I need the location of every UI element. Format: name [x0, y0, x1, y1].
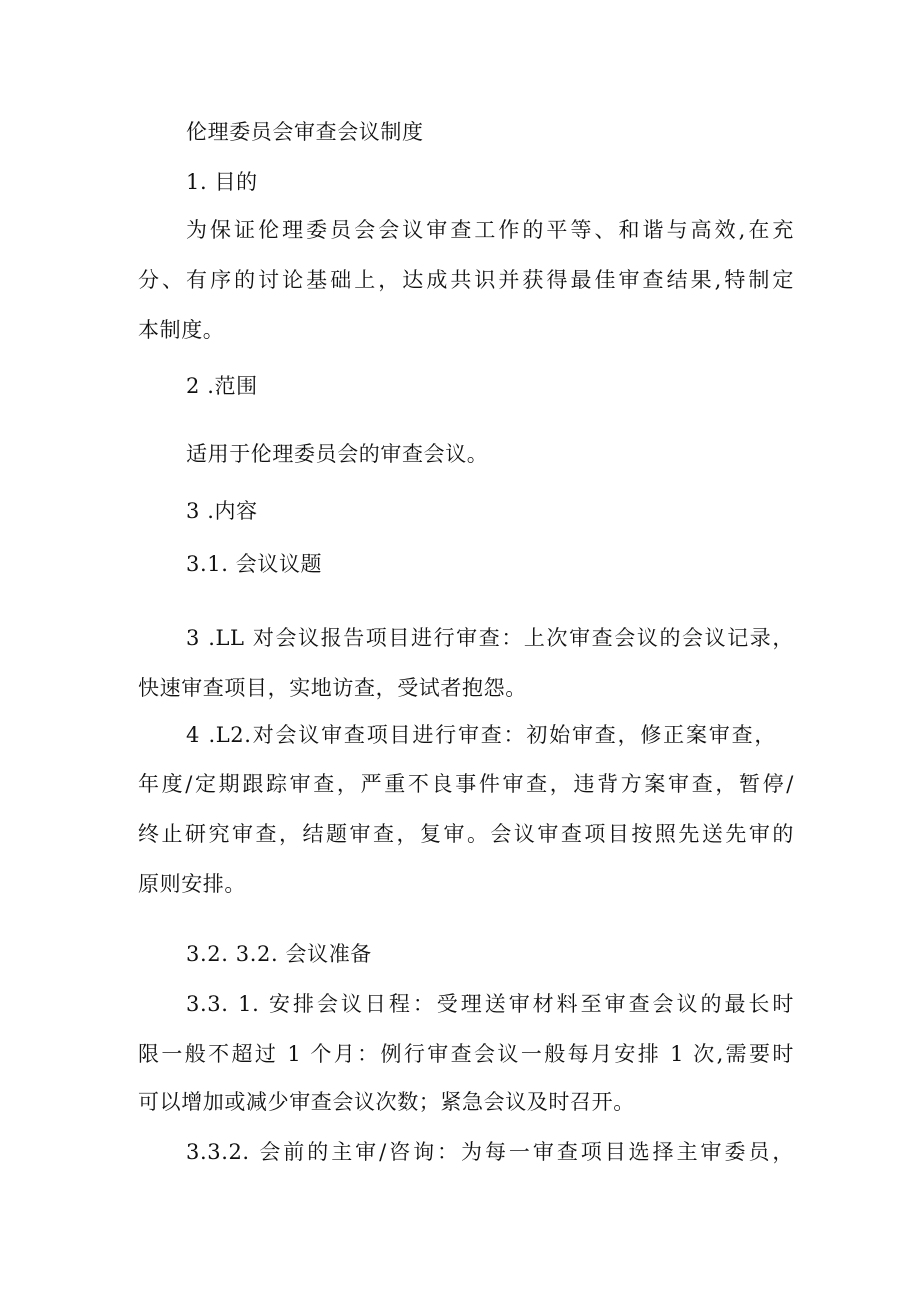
- section-3-1-2-line-4: 原则安排。: [138, 872, 246, 896]
- section-3-1-1-line-1: 3 .LL 对会议报告项目进行审查：上次审查会议的会议记录，: [186, 626, 794, 650]
- section-3-heading: 3 .内容: [186, 499, 258, 523]
- section-3-1-1-line-2: 快速审查项目，实地访查，受试者抱怨。: [138, 676, 527, 700]
- section-2-heading: 2 .范围: [186, 374, 258, 398]
- section-1-paragraph-line-1: 为保证伦理委员会会议审查工作的平等、和谐与高效,在充: [186, 218, 794, 242]
- section-1-paragraph-line-3: 本制度。: [138, 318, 225, 342]
- section-3-3-line-1: 3.3. 1. 安排会议日程：受理送审材料至审查会议的最长时: [186, 992, 794, 1016]
- section-3-3-line-3: 可以增加或减少审查会议次数；紧急会议及时召开。: [138, 1090, 635, 1114]
- section-3-1-2-line-2: 年度/定期跟踪审查，严重不良事件审查，违背方案审查，暂停/: [138, 772, 794, 796]
- section-3-3-line-2: 限一般不超过 1 个月：例行审查会议一般每月安排 1 次,需要时: [138, 1042, 794, 1066]
- section-3-1-2-line-3: 终止研究审查，结题审查，复审。会议审查项目按照先送先审的: [138, 822, 794, 846]
- document-title: 伦理委员会审查会议制度: [186, 120, 424, 144]
- section-1-heading: 1. 目的: [186, 170, 258, 194]
- section-3-1-2-line-1: 4 .L2.对会议审查项目进行审查：初始审查，修正案审查，: [186, 723, 776, 747]
- section-3-3-2-line-1: 3.3.2. 会前的主审/咨询：为每一审查项目选择主审委员，: [186, 1140, 794, 1164]
- section-2-text: 适用于伦理委员会的审查会议。: [186, 442, 489, 466]
- section-1-paragraph-line-2: 分、有序的讨论基础上，达成共识并获得最佳审查结果,特制定: [138, 268, 794, 292]
- section-3-1-heading: 3.1. 会议议题: [186, 552, 323, 576]
- section-3-2-heading: 3.2. 3.2. 会议准备: [186, 942, 372, 966]
